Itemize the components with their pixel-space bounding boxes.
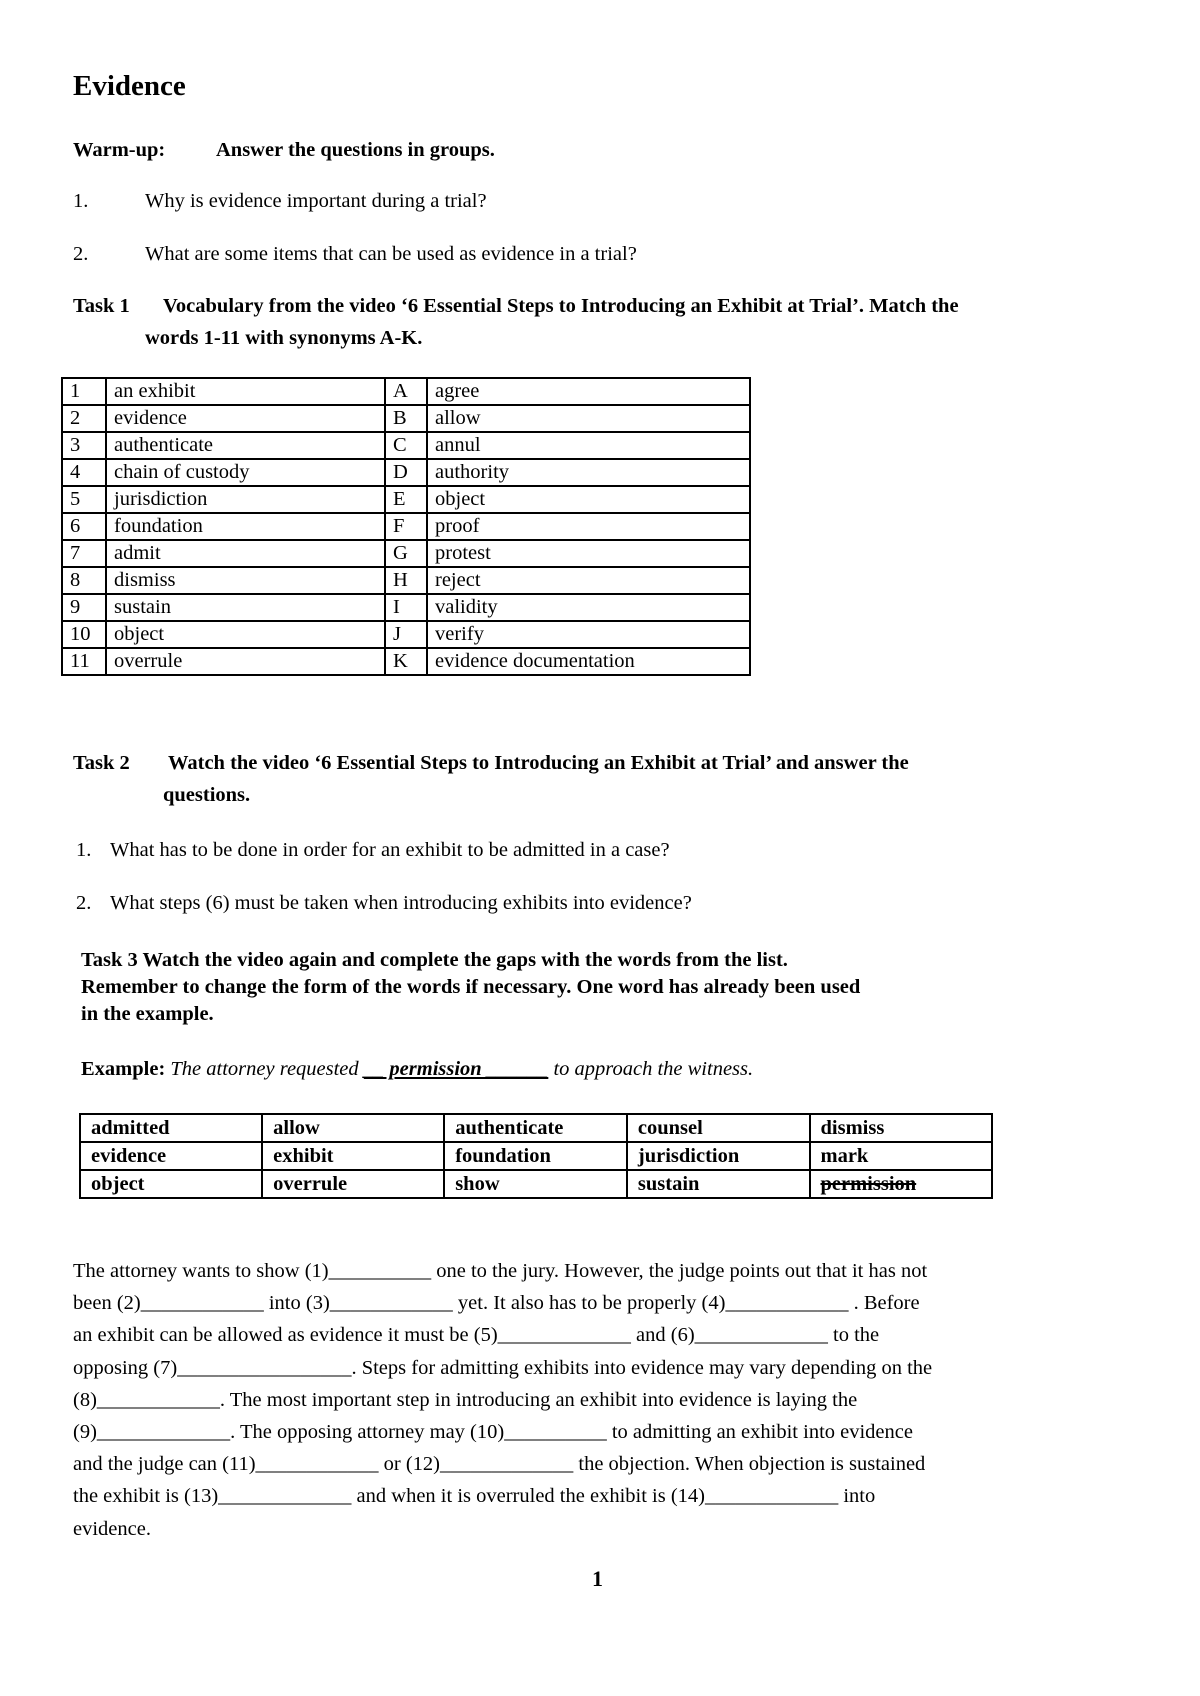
warmup-instruction: Answer the questions in groups. xyxy=(216,139,495,161)
vocab-row xyxy=(62,567,750,594)
paragraph-line: an exhibit can be allowed as evidence it must be (5)_____________ and (6)_____________ to the xyxy=(73,1324,880,1347)
vocab-number: 4 xyxy=(62,459,106,486)
vocab-synonym: authority xyxy=(427,459,750,486)
vocab-row xyxy=(62,459,750,486)
word-bank-cell: allow xyxy=(262,1114,444,1142)
word-bank-row xyxy=(80,1170,992,1198)
task1-instruction-line1: Vocabulary from the video ‘6 Essential Steps to Introducing an Exhibit at Trial’. Match the xyxy=(163,295,959,317)
page-number: 1 xyxy=(592,1566,603,1591)
vocab-letter: G xyxy=(385,540,427,567)
word-bank-table xyxy=(79,1113,993,1199)
vocab-letter: K xyxy=(385,648,427,675)
vocab-synonym: annul xyxy=(427,432,750,459)
vocab-row xyxy=(62,648,750,675)
vocab-synonym: evidence documentation xyxy=(427,648,750,675)
vocab-synonym: allow xyxy=(427,405,750,432)
vocab-letter: C xyxy=(385,432,427,459)
word-bank-row xyxy=(80,1114,992,1142)
vocab-synonym: object xyxy=(427,486,750,513)
task2-instruction-line2: questions. xyxy=(163,784,251,806)
word-bank-cell: counsel xyxy=(627,1114,810,1142)
vocab-number: 6 xyxy=(62,513,106,540)
word-bank-cell: show xyxy=(444,1170,627,1198)
vocab-number: 2 xyxy=(62,405,106,432)
task2-instruction-line1: Watch the video ‘6 Essential Steps to Introducing an Exhibit at Trial’ and answer the xyxy=(168,752,909,774)
word-bank-cell: foundation xyxy=(444,1142,627,1170)
vocab-synonym: agree xyxy=(427,378,750,405)
vocab-word: an exhibit xyxy=(106,378,385,405)
vocab-letter: E xyxy=(385,486,427,513)
vocab-row xyxy=(62,594,750,621)
vocab-word: jurisdiction xyxy=(106,486,385,513)
word-bank-row xyxy=(80,1142,992,1170)
vocab-word: authenticate xyxy=(106,432,385,459)
word-bank-cell: exhibit xyxy=(262,1142,444,1170)
vocab-synonym: protest xyxy=(427,540,750,567)
vocab-row xyxy=(62,432,750,459)
vocab-number: 1 xyxy=(62,378,106,405)
task2-question-text: What has to be done in order for an exhibit to be admitted in a case? xyxy=(110,839,670,861)
example-label: Example xyxy=(81,1058,159,1080)
vocab-row xyxy=(62,621,750,648)
paragraph-line: (8)____________. The most important step in introducing an exhibit into evidence is laying the xyxy=(73,1388,858,1411)
task3-instruction-line3: in the example. xyxy=(81,1003,214,1025)
paragraph-line: the exhibit is (13)_____________ and when it is overruled the exhibit is (14)_____________ into xyxy=(73,1485,876,1508)
paragraph-line: opposing (7)_________________. Steps for admitting exhibits into evidence may vary depending on the xyxy=(73,1356,933,1379)
vocab-word: overrule xyxy=(106,648,385,675)
vocab-word: chain of custody xyxy=(106,459,385,486)
vocab-letter: I xyxy=(385,594,427,621)
word-bank-cell: permission xyxy=(810,1170,993,1198)
word-bank-cell: sustain xyxy=(627,1170,810,1198)
task3-instruction-line1: Task 3 Watch the video again and complete the gaps with the words from the list. xyxy=(81,949,788,971)
word-bank-cell: evidence xyxy=(80,1142,262,1170)
vocab-word: sustain xyxy=(106,594,385,621)
vocab-row xyxy=(62,405,750,432)
warmup-question-text: Why is evidence important during a trial? xyxy=(145,190,487,212)
example-text-before: The attorney requested xyxy=(170,1058,364,1080)
task1-label: Task 1 xyxy=(73,295,130,317)
word-bank-cell: overrule xyxy=(262,1170,444,1198)
example-text-after: to approach the witness. xyxy=(548,1058,754,1080)
warmup-question-text: What are some items that can be used as evidence in a trial? xyxy=(145,243,637,265)
paragraph-line: The attorney wants to show (1)__________ one to the jury. However, the judge points out that it has not xyxy=(73,1260,928,1282)
vocab-letter: B xyxy=(385,405,427,432)
word-bank-cell: authenticate xyxy=(444,1114,627,1142)
vocab-number: 9 xyxy=(62,594,106,621)
word-bank-cell: dismiss xyxy=(810,1114,993,1142)
word-bank-cell: admitted xyxy=(80,1114,262,1142)
word-bank-cell: mark xyxy=(810,1142,993,1170)
warmup-question-number: 2. xyxy=(73,243,89,265)
task3-example: Example: The attorney requested __ permission ______ to approach the witness. xyxy=(81,1058,754,1080)
vocab-row xyxy=(62,486,750,513)
task2-question-number: 1. xyxy=(76,839,92,861)
gap-fill-paragraph xyxy=(73,1255,1123,1545)
vocab-letter: H xyxy=(385,567,427,594)
vocabulary-matching-table xyxy=(61,377,751,676)
word-bank-cell: jurisdiction xyxy=(627,1142,810,1170)
vocab-number: 5 xyxy=(62,486,106,513)
warmup-question-number: 1. xyxy=(73,190,89,212)
vocab-word: evidence xyxy=(106,405,385,432)
vocab-synonym: validity xyxy=(427,594,750,621)
vocab-row xyxy=(62,513,750,540)
vocab-number: 10 xyxy=(62,621,106,648)
task2-question-text: What steps (6) must be taken when introducing exhibits into evidence? xyxy=(110,892,692,914)
vocab-letter: J xyxy=(385,621,427,648)
vocab-letter: F xyxy=(385,513,427,540)
vocab-row xyxy=(62,378,750,405)
vocab-word: foundation xyxy=(106,513,385,540)
vocab-synonym: proof xyxy=(427,513,750,540)
task3-instruction-line2: Remember to change the form of the words if necessary. One word has already been used xyxy=(81,976,861,998)
paragraph-line: and the judge can (11)____________ or (12)_____________ the objection. When objection is sustained xyxy=(73,1453,926,1476)
vocab-number: 7 xyxy=(62,540,106,567)
example-blank: __ permission ______ xyxy=(363,1058,549,1080)
vocab-word: admit xyxy=(106,540,385,567)
task2-label: Task 2 xyxy=(73,752,130,774)
vocab-letter: A xyxy=(385,378,427,405)
vocab-synonym: reject xyxy=(427,567,750,594)
paragraph-line: (9)_____________. The opposing attorney may (10)__________ to admitting an exhibit into evidence xyxy=(73,1421,913,1444)
vocab-number: 3 xyxy=(62,432,106,459)
vocab-word: dismiss xyxy=(106,567,385,594)
vocab-number: 8 xyxy=(62,567,106,594)
task1-instruction-line2: words 1-11 with synonyms A-K. xyxy=(145,327,423,349)
word-bank-cell: object xyxy=(80,1170,262,1198)
warmup-label: Warm-up: xyxy=(73,139,166,161)
vocab-row xyxy=(62,540,750,567)
vocab-word: object xyxy=(106,621,385,648)
paragraph-line: been (2)____________ into (3)____________ yet. It also has to be properly (4)____________ . Before xyxy=(73,1292,920,1315)
vocab-synonym: verify xyxy=(427,621,750,648)
page-title: Evidence xyxy=(73,70,186,102)
paragraph-line: evidence. xyxy=(73,1517,151,1540)
task2-question-number: 2. xyxy=(76,892,92,914)
vocab-number: 11 xyxy=(62,648,106,675)
vocab-letter: D xyxy=(385,459,427,486)
